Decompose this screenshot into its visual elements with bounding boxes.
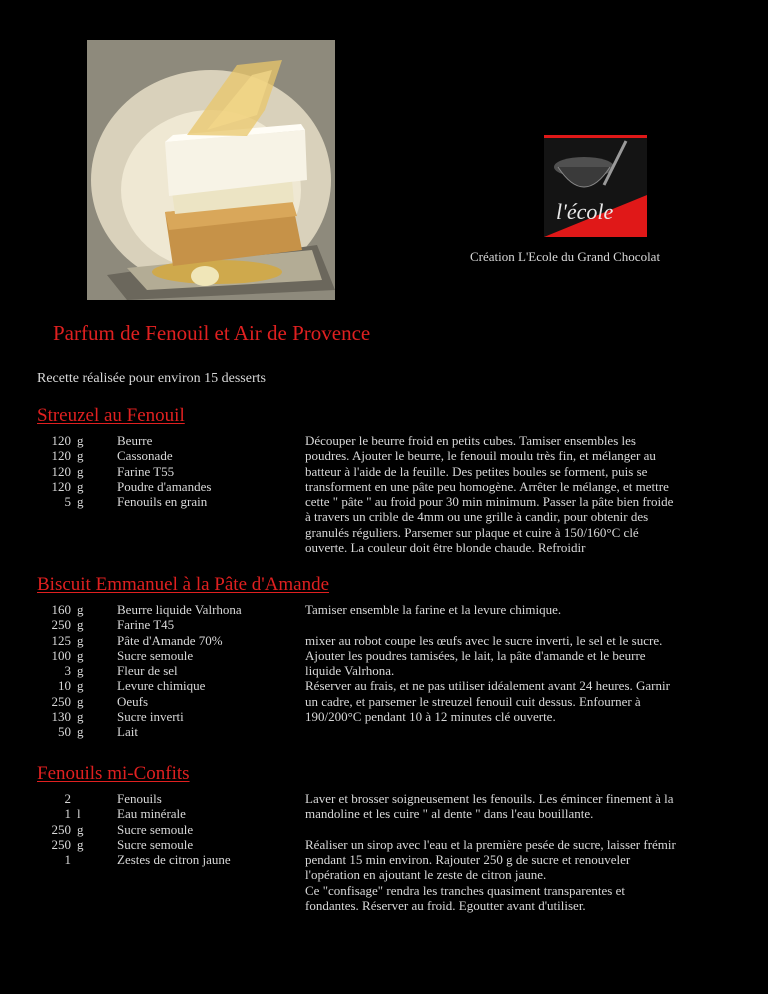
- recipe-title: Parfum de Fenouil et Air de Provence: [53, 321, 371, 345]
- ingredient-unit: [71, 791, 117, 806]
- ingredient-row: [37, 724, 287, 739]
- instruction-line: mixer au robot coupe les œufs avec le sucre inverti, le sel et le sucre.: [305, 632, 663, 648]
- ingredient-name: Sucre semoule: [117, 821, 194, 837]
- ingredient-name: Oeufs: [117, 693, 149, 709]
- ingredient-unit: g: [77, 478, 84, 494]
- ingredient-name: Beurre: [117, 433, 153, 448]
- ingredient-row: [37, 633, 287, 648]
- instruction-spacer: [305, 617, 735, 632]
- ingredient-name: Pâte d'Amande 70%: [117, 632, 223, 648]
- ingredient-qty: 3: [64, 663, 71, 679]
- instruction-line: un cadre, et parsemer le streuzel fenouil cuit dessus. Enfourner à: [305, 693, 641, 709]
- instructions-fenouils: [305, 791, 735, 913]
- ingredient-unit: g: [77, 821, 84, 837]
- ingredient-unit: l: [77, 806, 81, 822]
- ingredient-row: [37, 479, 287, 494]
- instruction-line: Réaliser un sirop avec l'eau et la première pesée de sucre, laisser frémir: [305, 836, 676, 852]
- ingredient-name: Eau minérale: [117, 806, 186, 822]
- instruction-line: ouverte. La couleur doit être blonde chaude. Refroidir: [305, 540, 586, 556]
- ingredient-unit: g: [77, 617, 84, 633]
- ingredient-qty: 100: [51, 647, 71, 663]
- ingredient-unit: g: [77, 632, 84, 648]
- ingredient-unit: g: [77, 836, 84, 852]
- section-title-biscuit: Biscuit Emmanuel à la Pâte d'Amande: [37, 574, 330, 595]
- instruction-line: l'opération en ajoutant le zeste de citron jaune.: [305, 867, 547, 883]
- ingredient-unit: g: [77, 494, 84, 510]
- ingredient-unit: g: [77, 602, 84, 617]
- section-title-streuzel: Streuzel au Fenouil: [37, 405, 185, 426]
- instruction-line: Laver et brosser soigneusement les fenouils. Les émincer finement à la: [305, 791, 674, 806]
- ingredient-row: [37, 791, 287, 806]
- ingredient-name: Beurre liquide Valrhona: [117, 602, 242, 617]
- ingredient-qty: 250: [51, 693, 71, 709]
- ingredient-qty: 250: [51, 617, 71, 633]
- instruction-line: pendant 15 min environ. Rajouter 250 g de sucre et renouveler: [305, 852, 631, 868]
- instructions-biscuit: [305, 602, 735, 724]
- ingredient-name: Lait: [117, 724, 138, 740]
- ingredient-unit: [71, 852, 117, 867]
- instructions-streuzel: [305, 433, 735, 555]
- ingredient-row: [37, 852, 287, 867]
- ingredient-name: Fleur de sel: [117, 663, 178, 679]
- ingredient-unit: g: [77, 678, 84, 694]
- instruction-line: transforment en une pâte peu homogène. Arrêter le mélange, et mettre: [305, 478, 669, 494]
- ingredient-name: Zestes de citron jaune: [117, 852, 231, 868]
- instruction-line: Ajouter les poudres tamisées, le lait, la pâte d'amande et le beurre: [305, 647, 646, 663]
- logo-wordmark: l'école: [556, 199, 614, 224]
- ingredient-qty: 1: [64, 852, 71, 868]
- ingredient-row: [37, 433, 287, 448]
- ingredient-row: [37, 678, 287, 693]
- instruction-line: granulés réguliers. Parsemer sur plaque et cuire à 150/160°C clé: [305, 524, 639, 540]
- ingredient-qty: 125: [51, 632, 71, 648]
- ingredient-qty: 1: [64, 806, 71, 822]
- instruction-line: cette " pâte " au froid pour 30 min minimum. Passer la pâte bien froide: [305, 494, 674, 510]
- ingredient-list-biscuit: [37, 602, 287, 740]
- ingredient-unit: g: [77, 463, 84, 479]
- ingredient-name: Farine T55: [117, 463, 175, 479]
- ingredient-name: Levure chimique: [117, 678, 206, 694]
- ingredient-row: [37, 822, 287, 837]
- ingredient-name: Sucre semoule: [117, 647, 194, 663]
- ingredient-row: [37, 464, 287, 479]
- ingredient-row: [37, 602, 287, 617]
- ingredient-row: [37, 494, 287, 509]
- ecole-logo: [544, 135, 647, 237]
- ingredient-qty: 50: [58, 724, 71, 740]
- instruction-line: Réserver au frais, et ne pas utiliser idéalement avant 24 heures. Garnir: [305, 678, 670, 694]
- ingredient-qty: 2: [64, 791, 71, 806]
- dessert-illustration: [87, 40, 335, 300]
- ingredient-name: Poudre d'amandes: [117, 478, 212, 494]
- ingredient-unit: g: [77, 693, 84, 709]
- ingredient-row: [37, 617, 287, 632]
- instruction-line: batteur à l'aide de la feuille. Des petites boules se forment, puis se: [305, 463, 648, 479]
- instruction-line: à travers un crible de 4mm ou une grille à candir, pour obtenir des: [305, 509, 649, 525]
- ingredient-unit: g: [77, 433, 84, 448]
- ingredient-name: Fenouils: [117, 791, 162, 806]
- ingredient-unit: g: [77, 709, 84, 725]
- ingredient-row: [37, 837, 287, 852]
- ingredient-row: [37, 694, 287, 709]
- ingredient-list-streuzel: [37, 433, 287, 509]
- ingredient-unit: g: [77, 448, 84, 464]
- ingredient-name: Fenouils en grain: [117, 494, 208, 510]
- ingredient-row: [37, 709, 287, 724]
- ingredient-unit: g: [77, 647, 84, 663]
- instruction-line: mandoline et les cuire " al dente " dans l'eau bouillante.: [305, 806, 594, 822]
- ingredient-row: [37, 448, 287, 463]
- instruction-line: 190/200°C pendant 10 à 12 minutes clé ouverte.: [305, 709, 556, 725]
- instruction-line: liquide Valrhona.: [305, 663, 395, 679]
- ingredient-qty: 250: [51, 821, 71, 837]
- ingredient-row: [37, 806, 287, 821]
- logo-graphic: [544, 135, 647, 237]
- instruction-line: Découper le beurre froid en petits cubes. Tamiser ensembles les: [305, 433, 636, 448]
- dessert-photo: [87, 40, 335, 300]
- ingredient-qty: 120: [51, 478, 71, 494]
- ingredient-qty: 120: [51, 433, 71, 448]
- ingredient-qty: 5: [64, 494, 71, 510]
- ingredient-name: Cassonade: [117, 448, 173, 464]
- instruction-line: Ce "confisage" rendra les tranches quasiment transparentes et: [305, 882, 625, 898]
- recipe-intro: Recette réalisée pour environ 15 desserts: [37, 371, 266, 386]
- ingredient-row: [37, 648, 287, 663]
- ingredient-unit: g: [77, 724, 84, 740]
- ingredient-qty: 120: [51, 463, 71, 479]
- ingredient-row: [37, 663, 287, 678]
- credit-text: Création L'Ecole du Grand Chocolat: [470, 249, 661, 264]
- ingredient-qty: 160: [51, 602, 71, 617]
- instruction-line: fondantes. Réserver au froid. Egoutter avant d'utiliser.: [305, 898, 586, 914]
- ingredient-name: Sucre inverti: [117, 709, 184, 725]
- section-title-fenouils: Fenouils mi-Confits: [37, 763, 190, 784]
- ingredient-qty: 250: [51, 836, 71, 852]
- ingredient-name: Sucre semoule: [117, 836, 194, 852]
- instruction-line: poudres. Ajouter le beurre, le fenouil moulu très fin, et mélanger au: [305, 448, 656, 464]
- ingredient-qty: 130: [51, 709, 71, 725]
- ingredient-name: Farine T45: [117, 617, 175, 633]
- instruction-spacer: [305, 822, 735, 837]
- ingredient-qty: 10: [58, 678, 71, 694]
- instruction-line: Tamiser ensemble la farine et la levure chimique.: [305, 602, 562, 617]
- ingredient-qty: 120: [51, 448, 71, 464]
- ingredient-list-fenouils: [37, 791, 287, 867]
- ingredient-unit: g: [77, 663, 84, 679]
